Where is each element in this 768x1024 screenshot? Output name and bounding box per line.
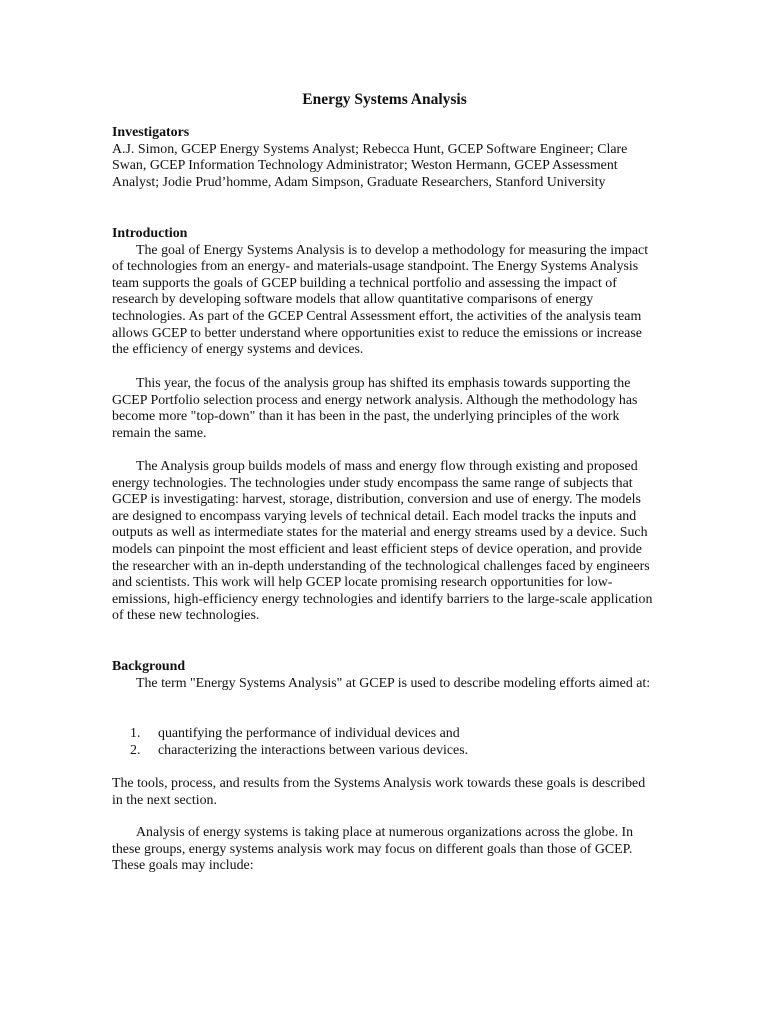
list-item-number: 2. xyxy=(130,742,141,758)
background-after-list: The tools, process, and results from the Systems Analysis work towards these goals is described in the next section. xyxy=(112,776,646,808)
list-item-number: 1. xyxy=(130,726,141,741)
background-closing: Analysis of energy systems is taking place at numerous organizations across the globe. In these groups, energy systems analysis work may focus on different goals than those of GCEP. These goals may include: xyxy=(112,825,634,874)
introduction-paragraph: The goal of Energy Systems Analysis is to develop a methodology for measuring the impact of technologies from an energy- and materials-usage standpoint. The Energy Systems Analysis team supports the goals of GCEP building a technical portfolio and assessing the impact of research by developing software models that allow quantitative comparisons of energy technologies. As part of the GCEP Central Assessment effort, the activities of the analysis team allows GCEP to better understand where opportunities exist to reduce the emissions or increase the efficiency of energy systems and devices. xyxy=(112,242,649,358)
introduction-section xyxy=(112,226,657,359)
goals-list xyxy=(112,726,657,759)
background-intro: The term "Energy Systems Analysis" at GCEP is used to describe modeling efforts aimed at: xyxy=(136,675,651,691)
introduction-paragraph: The Analysis group builds models of mass and energy flow through existing and proposed energy technologies. The technologies under study encompass the same range of subjects that GCEP is investigating: harvest, storage, distribution, conversion and use of energy. The models are designed to encompass varying levels of technical detail. Each model tracks the inputs and outputs as well as intermediate states for the material and energy streams used by a device. Such models can pinpoint the most efficient and least efficient steps of device operation, and provide the researcher with an in-depth understanding of the technological challenges faced by engineers and scientists. This work will help GCEP locate promising research opportunities for low-emissions, high-efficiency energy technologies and identify barriers to the large-scale application of these new technologies. xyxy=(112,459,653,624)
introduction-paragraph: This year, the focus of the analysis group has shifted its emphasis towards supporting the GCEP Portfolio selection process and energy network analysis. Although the methodology has become more "top-down" than it has been in the past, the underlying principles of the work remain the same. xyxy=(112,376,638,441)
list-item xyxy=(112,743,657,760)
investigators-text: A.J. Simon, GCEP Energy Systems Analyst; Rebecca Hunt, GCEP Software Engineer; Clare Swan, GCEP Information Technology Administrator; Weston Hermann, GCEP Assessment Analyst; Jodie Prud’homme, Adam Simpson, Graduate Researchers, Stanford University xyxy=(112,141,628,190)
background-section xyxy=(112,659,657,692)
document-title: Energy Systems Analysis xyxy=(302,91,467,108)
investigators-heading: Investigators xyxy=(112,125,190,140)
list-item-text: characterizing the interactions between various devices. xyxy=(158,742,469,758)
list-item xyxy=(112,726,657,743)
introduction-heading: Introduction xyxy=(112,226,188,241)
list-item-text: quantifying the performance of individual devices and xyxy=(158,726,460,741)
background-heading: Background xyxy=(112,659,186,674)
investigators-section xyxy=(112,125,657,191)
